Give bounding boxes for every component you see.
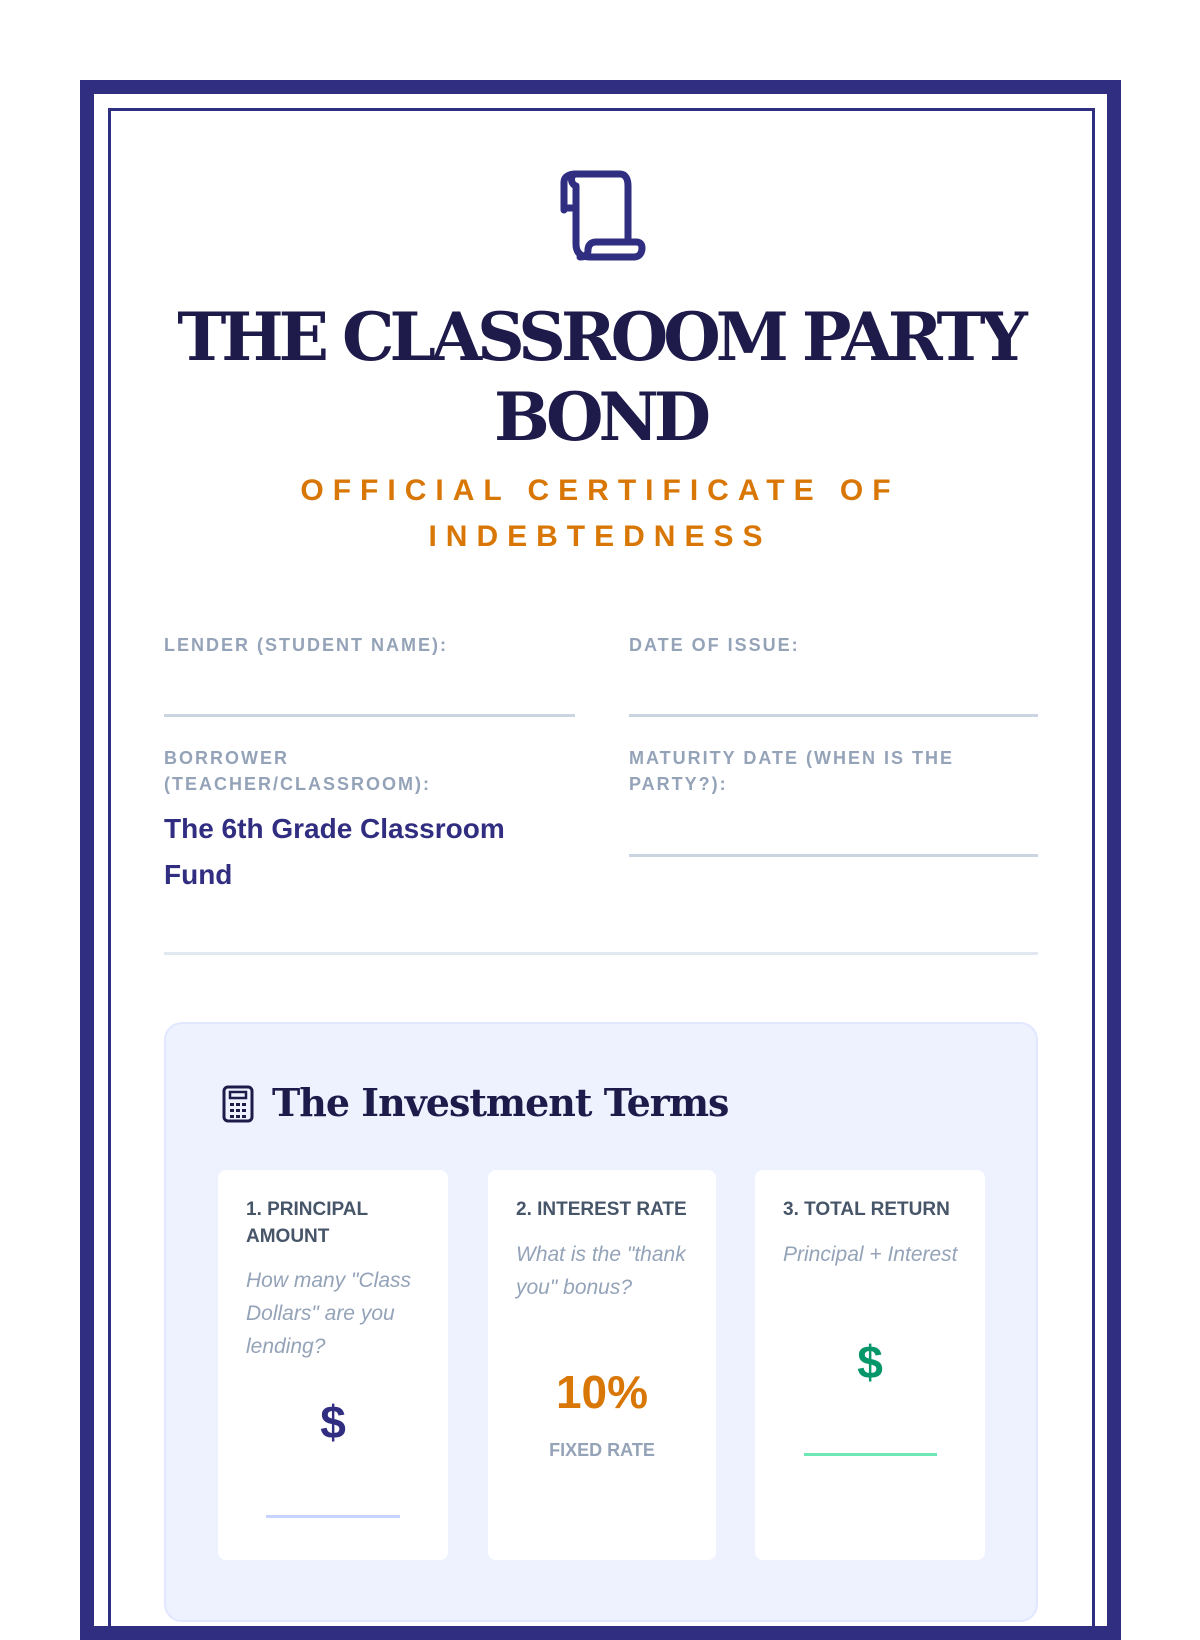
- lender-label: LENDER (STUDENT NAME):: [164, 635, 448, 655]
- principal-input-line[interactable]: [266, 1515, 400, 1518]
- total-return-input-line[interactable]: [804, 1453, 937, 1456]
- borrower-value[interactable]: The 6th Grade Classroom Fund: [164, 813, 505, 890]
- interest-rate-description: What is the "thank you" bonus?: [516, 1243, 686, 1299]
- interest-rate-card: [488, 1170, 716, 1560]
- principal-value[interactable]: $: [320, 1396, 346, 1448]
- interest-rate-value: 10%: [555, 1366, 649, 1418]
- principal-title: 1. PRINCIPAL AMOUNT: [246, 1199, 368, 1247]
- borrower-label: BORROWER (TEACHER/CLASSROOM):: [164, 748, 431, 794]
- date-of-issue-field-line[interactable]: [629, 714, 1038, 717]
- date-of-issue-label: DATE OF ISSUE:: [629, 635, 800, 655]
- investment-terms-heading: The Investment Terms: [272, 1080, 729, 1125]
- calculator-icon: [222, 1085, 254, 1123]
- maturity-date-field-line[interactable]: [629, 854, 1038, 857]
- total-return-card: [755, 1170, 985, 1560]
- interest-rate-title: 2. INTEREST RATE: [516, 1199, 687, 1220]
- lender-field-line[interactable]: [164, 714, 575, 717]
- total-return-value[interactable]: $: [857, 1336, 883, 1388]
- principal-card: [218, 1170, 448, 1560]
- bond-subtitle: OFFICIAL CERTIFICATE OF INDEBTEDNESS: [300, 474, 900, 553]
- total-return-description: Principal + Interest: [783, 1243, 958, 1266]
- scroll-icon: [550, 170, 650, 262]
- principal-description: How many "Class Dollars" are you lending?: [246, 1269, 411, 1358]
- maturity-date-label: MATURITY DATE (WHEN IS THE PARTY?):: [629, 748, 954, 794]
- bond-title: THE CLASSROOM PARTY BOND: [177, 298, 1023, 456]
- section-divider: [164, 952, 1038, 955]
- interest-rate-note: FIXED RATE: [549, 1440, 655, 1460]
- total-return-title: 3. TOTAL RETURN: [783, 1199, 950, 1220]
